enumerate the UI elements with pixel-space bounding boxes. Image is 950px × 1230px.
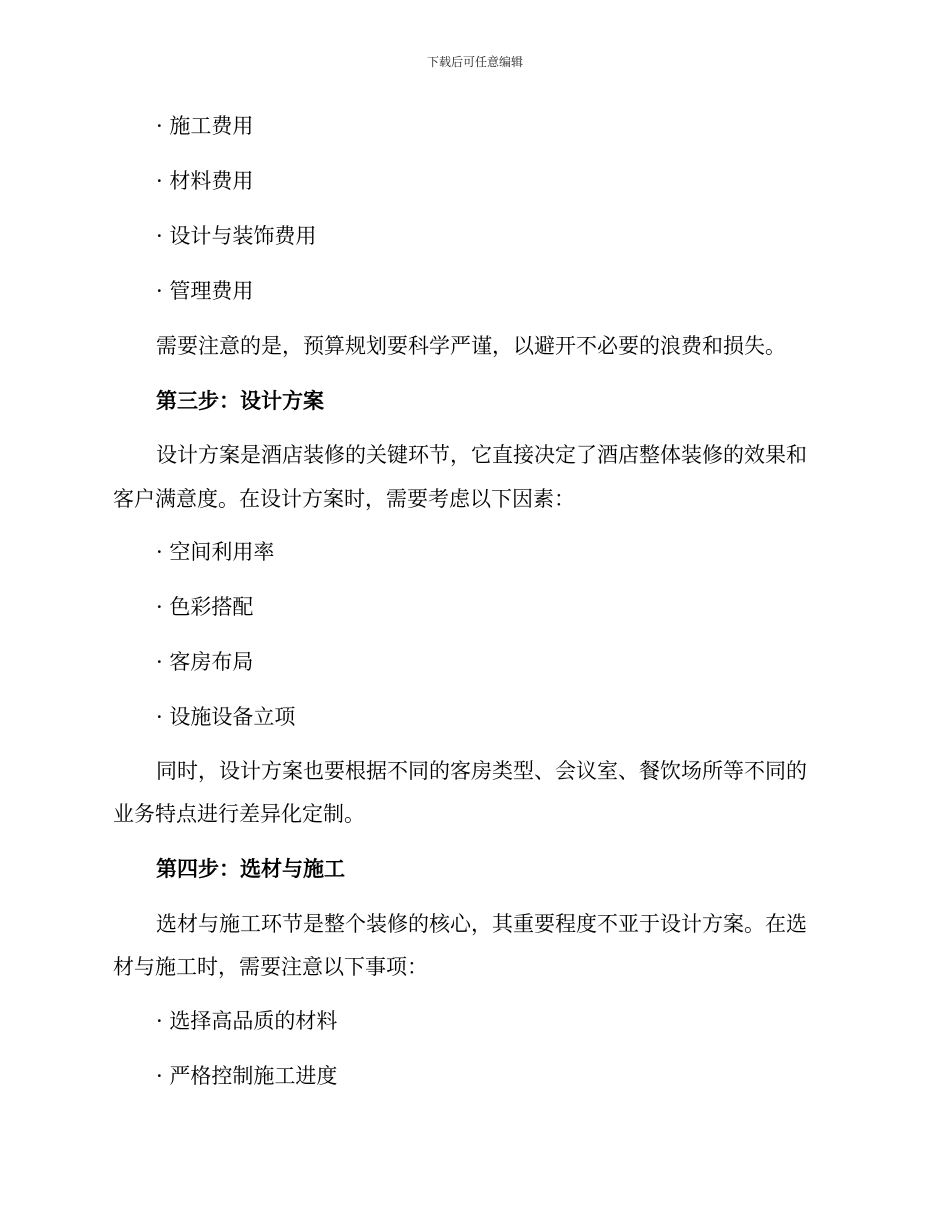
budget-item-construction-cost: · 施工费用 (156, 114, 254, 138)
step4-paragraph-line: 选材与施工环节是整个装修的核心，其重要程度不亚于设计方案。在选 (156, 912, 807, 936)
step3-note-line: 同时，设计方案也要根据不同的客房类型、会议室、餐饮场所等不同的 (156, 759, 807, 783)
page-header: 下载后可任意编辑 (426, 55, 523, 69)
budget-item-material-cost: · 材料费用 (156, 169, 254, 193)
step3-paragraph-line: 设计方案是酒店装修的关键环节，它直接决定了酒店整体装修的效果和 (156, 443, 807, 467)
design-item-room-layout: · 客房布局 (156, 650, 254, 674)
design-item-facilities: · 设施设备立项 (156, 705, 296, 729)
construction-item-quality-materials: · 选择高品质的材料 (156, 1009, 338, 1033)
design-item-space-utilization: · 空间利用率 (156, 540, 275, 564)
step3-paragraph-line: 客户满意度。在设计方案时，需要考虑以下因素： (113, 487, 575, 511)
step4-heading: 第四步：选材与施工 (156, 856, 345, 881)
step3-heading: 第三步：设计方案 (156, 388, 324, 413)
construction-item-schedule-control: · 严格控制施工进度 (156, 1064, 338, 1088)
step4-paragraph-line: 材与施工时，需要注意以下事项： (113, 955, 428, 979)
design-item-color-matching: · 色彩搭配 (156, 595, 254, 619)
step3-note-line: 业务特点进行差异化定制。 (113, 802, 365, 826)
budget-note-paragraph: 需要注意的是，预算规划要科学严谨，以避开不必要的浪费和损失。 (156, 334, 786, 358)
budget-item-design-decoration-cost: · 设计与装饰费用 (156, 224, 317, 248)
budget-item-management-cost: · 管理费用 (156, 279, 254, 303)
